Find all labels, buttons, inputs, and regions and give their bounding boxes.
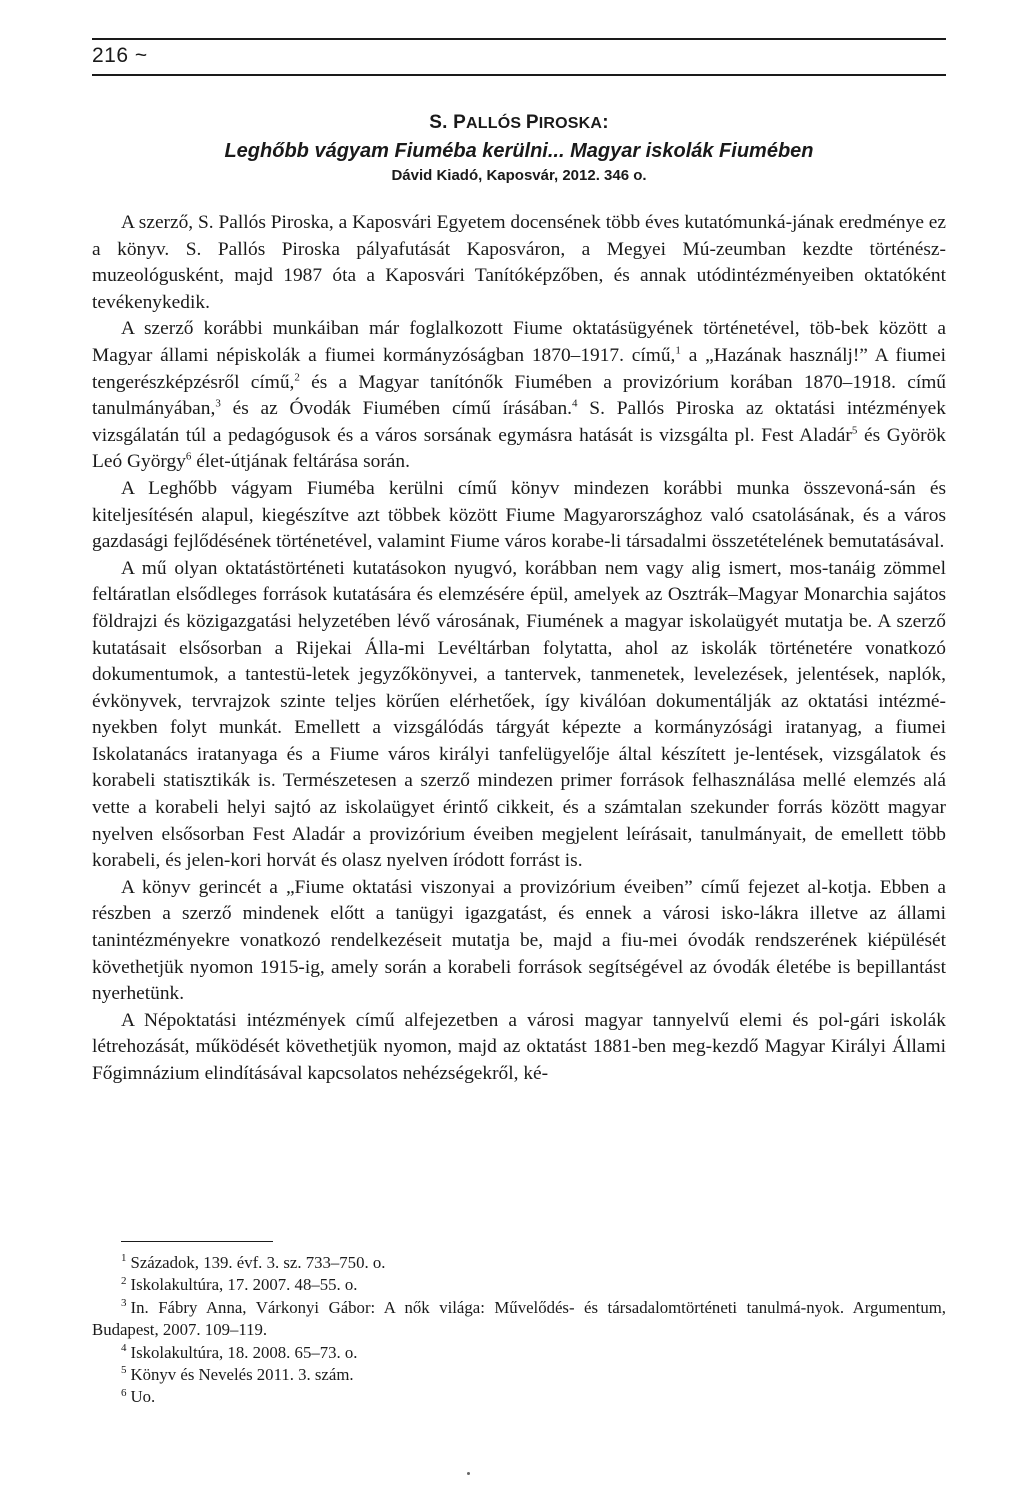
footnote-ref-2: 2 bbox=[294, 371, 300, 384]
publisher-info: Dávid Kiadó, Kaposvár, 2012. 346 o. bbox=[391, 167, 647, 184]
paragraph-3: A Leghőbb vágyam Fiumébа kerülni című könyv mindezen korábbi munka összevoná-sán és kiteljesítésén alapul, kiegészítve azt többek között Fiume Magyarországhoz való csatolásának, és a város gazdasági fejlődésének történetével, valamint Fiume város korabe-li társadalmi összetételének bemutatásával. bbox=[92, 477, 946, 553]
footnote-ref-3: 3 bbox=[215, 397, 221, 410]
author-firstname-initial: P bbox=[525, 112, 539, 133]
review-title-block bbox=[92, 110, 946, 187]
paragraph-1: A szerző, S. Pallós Piroska, a Kaposvári Egyetem docensének több éves kutatómunká-jának eredménye ez a könyv. S. Pallós Piroska pályafutását Kaposváron, a Megyei Mú-zeumban kezdte történész-muzeológusként, majd 1987 óta a Kaposvári Tanítóképzőben, és annak utódintézményeiben oktatóként tevékenykedik. bbox=[92, 212, 946, 313]
author-surname-rest: ALLÓS bbox=[466, 115, 526, 132]
footnote-number: 1 bbox=[121, 1252, 127, 1265]
document-page bbox=[92, 0, 946, 1492]
footnote-number: 2 bbox=[121, 1274, 127, 1287]
footnote-text: Századok, 139. évf. 3. sz. 733–750. o. bbox=[130, 1253, 386, 1272]
footnote-5 bbox=[92, 1364, 946, 1386]
footnote-1 bbox=[92, 1252, 946, 1274]
footnote-number: 5 bbox=[121, 1364, 127, 1377]
footnote-2 bbox=[92, 1274, 946, 1296]
p2-text-f: és Györök Leó György bbox=[92, 424, 946, 473]
p2-text-e: S. Pallós Piroska az oktatási intézmények vizsgálatán túl a pedagógusok és a város sorsának egymásra hatását is vizsgálta pl. Fest Aladár bbox=[92, 398, 946, 446]
author-colon: : bbox=[602, 112, 609, 133]
paragraph-5: A könyv gerincét a „Fiume oktatási viszonyai a provizórium éveiben” című fejezet al-kotja. Ebben a részben a szerző mindenek előtt a tanügyi igazgatást, és ennek a városi isko-lákra illetve az állami tanintézményekre vonatkozó rendelkezéseit mutatja be, majd a fiu-mei óvodák rendszerének kiépülését követhetjük nyomon 1915-ig, amely során a korabeli források segítségével az óvodák életébe is bepillantást nyerhetünk. bbox=[92, 876, 946, 1005]
review-author bbox=[92, 110, 946, 137]
footnote-text: Uo. bbox=[130, 1387, 156, 1407]
paragraph-6: A Népoktatási intézmények című alfejezetben a városi magyar tannyelvű elemi és pol-gári iskolák létrehozását, működését követhetjük nyomon, majd az oktatást 1881-ben meg-kezdő Magyar Királyi Állami Főgimnázium elindításával kapcsolatos nehézségekről, ké- bbox=[92, 1009, 946, 1084]
footnote-separator bbox=[121, 1241, 273, 1242]
footnote-number: 3 bbox=[121, 1297, 127, 1310]
footnote-ref-1: 1 bbox=[675, 344, 681, 357]
p2-text-b: a „Hazának használj!” A fiumei tengerészképzésről című, bbox=[92, 344, 946, 393]
footnote-number: 4 bbox=[121, 1342, 127, 1355]
p2-text-c: és a Magyar tanítónők Fiumében a provizórium korában 1870–1918. című tanulmányában, bbox=[92, 371, 946, 420]
review-body bbox=[92, 210, 946, 1088]
scan-speck bbox=[467, 1472, 470, 1475]
page-number: 216 ~ bbox=[92, 44, 148, 67]
author-initial: S. P bbox=[429, 112, 466, 133]
p2-text-g: élet-útjának feltárása során. bbox=[191, 451, 410, 473]
footnote-text: In. Fábry Anna, Várkonyi Gábor: A nők világa: Művelődés- és társadalomtörténeti tanulmá-nyok. Argumentum, Budapest, 2007. 109–119. bbox=[92, 1297, 946, 1340]
paragraph-4: A mű olyan oktatástörténeti kutatásokon nyugvó, korábban nem vagy alig ismert, mos-tanáig zömmel feltáratlan elsődleges források kutatására és elemzésére épül, amelyek az Osztrák–Magyar Monarchia sajátos földrajzi és közigazgatási helyzetében lévő városának, Fiumének a magyar iskolaügyét mutatja be. A szerző kutatásait elsősorban a Rijekai Álla-mi Levéltárban folytatta, ahol az iskolák történetére vonatkozó dokumentumok, a tantestü-letek jegyzőkönyvei, a tantervek, tanmenetek, levelezések, jelentések, naplók, évkönyvek, tervrajzok szinte teljes körűen elérhetőek, így kiválóan dokumentálják az oktatási intézmé-nyekben folyt munkát. Emellett a vizsgálódás tárgyát képezte a kormányzósági iratanyag, a fiumei Iskolatanács iratanyaga és a Fiume város királyi tanfelügyelője által készített je-lentések, vizsgálatok és korabeli statisztikák is. Természetesen a szerző mindezen primer források felhasználása mellé elemzés alá vette a korabeli helyi sajtó az iskolaügyet érintő cikkeit, és a számtalan szekunder forrás között magyar nyelven elsősorban Fest Aladár a provizórium éveiben megjelent leírásait, tanulmányait, de emellett több korabeli, és jelen-kori horvát és olasz nyelven íródott forrást is. bbox=[92, 557, 946, 872]
footnote-4 bbox=[92, 1342, 946, 1364]
p2-text-d: és az Óvodák Fiumében című írásában. bbox=[220, 398, 573, 420]
author-firstname-rest: IROSKA bbox=[538, 115, 603, 132]
footnote-3 bbox=[92, 1297, 946, 1342]
footnote-text: Könyv és Nevelés 2011. 3. szám. bbox=[130, 1365, 354, 1385]
footnotes bbox=[92, 1252, 946, 1409]
paragraph-2 bbox=[92, 316, 946, 476]
p2-text-a: A szerző korábbi munkáiban már foglalkozott Fiume oktatásügyének történetével, töb-bek között a Magyar állami népiskolák a fiumei kormányzóságban 1870–1917. című, bbox=[92, 318, 946, 366]
footnote-text: Iskolakultúra, 17. 2007. 48–55. o. bbox=[130, 1275, 358, 1295]
footnote-6 bbox=[92, 1386, 946, 1408]
book-title: Leghőbb vágyam Fiumébа kerülni... Magyar iskolák Fiumében bbox=[224, 140, 814, 162]
footnote-number: 6 bbox=[121, 1386, 127, 1399]
footnote-ref-5: 5 bbox=[851, 424, 858, 437]
running-header bbox=[92, 38, 946, 76]
footnote-text: Iskolakultúra, 18. 2008. 65–73. o. bbox=[130, 1342, 358, 1362]
footnote-ref-6: 6 bbox=[185, 450, 192, 463]
footnote-ref-4: 4 bbox=[572, 397, 578, 410]
